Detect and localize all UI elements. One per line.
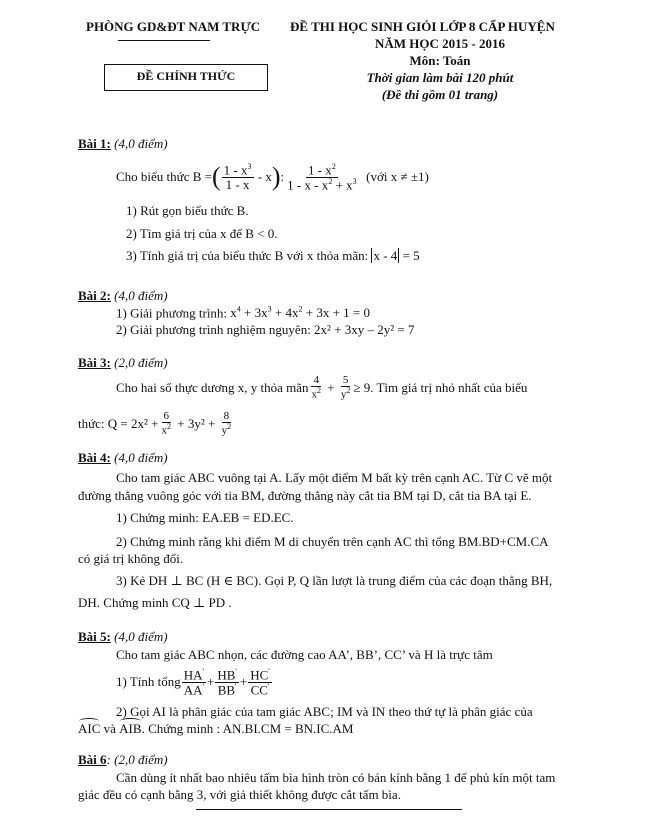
bai4-q2b: có giá trị không đổi.: [78, 551, 184, 566]
bai5-q2b: [78, 721, 354, 737]
bai5-intro: Cho tam giác ABC nhọn, các đường cao AA’, BB’, CC’ và H là trực tâm: [116, 647, 493, 662]
bai2-title: Bài 2:: [78, 288, 111, 303]
angle-aib: AIB: [119, 721, 142, 736]
pages-note: (Đề thi gồm 01 trang): [381, 87, 499, 102]
bai2-heading: [78, 288, 168, 304]
bai3-line2: thức: Q = 2x² + $\frac{6}{x^2}$ + 3y² + $\frac{8}{y^2}$: [78, 409, 232, 437]
bai5-q1-text: 1) Tính tổng: [116, 674, 181, 689]
bai1-condition: (với x ≠ ±1): [366, 169, 429, 184]
official-label: ĐỀ CHÍNH THỨC: [136, 69, 236, 83]
bai4-heading: [78, 450, 168, 466]
bai2-q1: 1) Giải phương trình: $x^4 + 3x^3 + 4x^2 + 3x + 1 = 0$: [116, 305, 370, 321]
subject: Môn: Toán: [409, 53, 471, 68]
bai4-q2: 2) Chứng minh rằng khi điểm M di chuyển trên cạnh AC thì tổng BM.BD+CM.CA: [116, 534, 549, 549]
bai1-q3-abs: x - 4: [373, 248, 398, 263]
bai1-points: (4,0 điểm): [110, 136, 168, 151]
duration: Thời gian làm bài 120 phút: [366, 70, 514, 85]
bai1-q3-text: 3) Tính giá trị của biểu thức B với x thỏa mãn:: [126, 248, 372, 263]
bai3-line2-a: thức: Q = 2x² +: [78, 416, 159, 431]
bai5-q2: 2) Gọi AI là phân giác của tam giác ABC; IM và IN theo thứ tự là phân giác của: [116, 704, 533, 719]
bai5-q2b-rest: . Chứng minh : AN.BI.CM = BN.IC.AM: [141, 721, 354, 736]
bai1-intro: Cho biểu thức B =: [116, 169, 212, 184]
bai1-q2: 2) Tìm giá trị của x để B < 0.: [126, 226, 278, 241]
bai3-points: (2,0 điểm): [110, 355, 168, 370]
bai3-line1: Cho hai số thực dương x, y thỏa mãn $\frac{4}{x^2}$ + $\frac{5}{y^2}$ ≥ 9. Tìm giá trị nhỏ nhất của biểu: [116, 373, 528, 401]
bai6-points: : (2,0 điểm): [106, 752, 168, 767]
bai2-q1-text: 1) Giải phương trình:: [116, 305, 231, 321]
bai4-q3: 3) Kẻ DH ⊥ BC (H ∈ BC). Gọi P, Q lần lượt là trung điểm của các đoạn thẳng BH,: [116, 573, 553, 588]
bai4-q1: 1) Chứng minh: EA.EB = ED.EC.: [116, 510, 294, 525]
angle-aic: AIC: [78, 721, 101, 736]
bai5-title: Bài 5:: [78, 629, 111, 644]
bai5-and: và: [100, 721, 120, 736]
bai4-points: (4,0 điểm): [110, 450, 168, 465]
bai1-q1: 1) Rút gọn biểu thức B.: [126, 203, 249, 218]
bai6-title: Bài 6: [78, 752, 107, 767]
bai3-line1-b: ≥ 9. Tìm giá trị nhỏ nhất của biểu: [353, 380, 528, 395]
bai5-points: (4,0 điểm): [110, 629, 168, 644]
bai4-q3b: DH. Chứng minh CQ ⊥ PD .: [78, 595, 232, 610]
bai3-heading: [78, 355, 168, 371]
bai1-expression: Cho biểu thức B = ( $\frac{1 - x^3}{1 - x}$ - x ) : $\frac{1 - x^2}{1 - x - x^2 + x^3}$ (với x ≠ ±1): [116, 161, 429, 192]
bai3-line1-a: Cho hai số thực dương x, y thỏa mãn: [116, 380, 309, 395]
end-line: [196, 809, 462, 810]
bai4-p1: Cho tam giác ABC vuông tại A. Lấy một điểm M bất kỳ trên cạnh AC. Từ C vẽ một: [116, 470, 553, 485]
bai4-title: Bài 4:: [78, 450, 111, 465]
bai1-q3: [126, 248, 420, 264]
bai5-heading: [78, 629, 168, 645]
school-year: NĂM HỌC 2015 - 2016: [375, 36, 505, 51]
header-underline: [118, 40, 210, 41]
bai6-p1: Cần dùng ít nhất bao nhiêu tấm bìa hình tròn có bán kính bằng 1 để phủ kín một tam: [116, 770, 556, 785]
bai6-p1b: giác đều có cạnh bằng 3, với giả thiết không được cắt tấm bìa.: [78, 787, 401, 802]
department-name: PHÒNG GD&ĐT NAM TRỰC: [86, 19, 261, 34]
bai1-q3-value: = 5: [399, 248, 420, 263]
bai2-points: (4,0 điểm): [110, 288, 168, 303]
exam-title: ĐỀ THI HỌC SINH GIỎI LỚP 8 CẤP HUYỆN: [290, 19, 555, 34]
bai4-p1b: đường thẳng vuông góc với tia BM, đường thẳng này cắt tia BM tại D, cắt tia BA tại E.: [78, 488, 532, 503]
bai1-heading: [78, 136, 168, 152]
bai6-heading: [78, 752, 168, 768]
bai3-title: Bài 3:: [78, 355, 111, 370]
bai1-title: Bài 1:: [78, 136, 111, 151]
bai2-q2: 2) Giải phương trình nghiệm nguyên: 2x² + 3xy – 2y² = 7: [116, 322, 415, 337]
bai5-q1: 1) Tính tổng $\frac{HA'}{AA'}$ + $\frac{HB'}{BB'}$ + $\frac{HC'}{CC'}$: [116, 666, 270, 697]
